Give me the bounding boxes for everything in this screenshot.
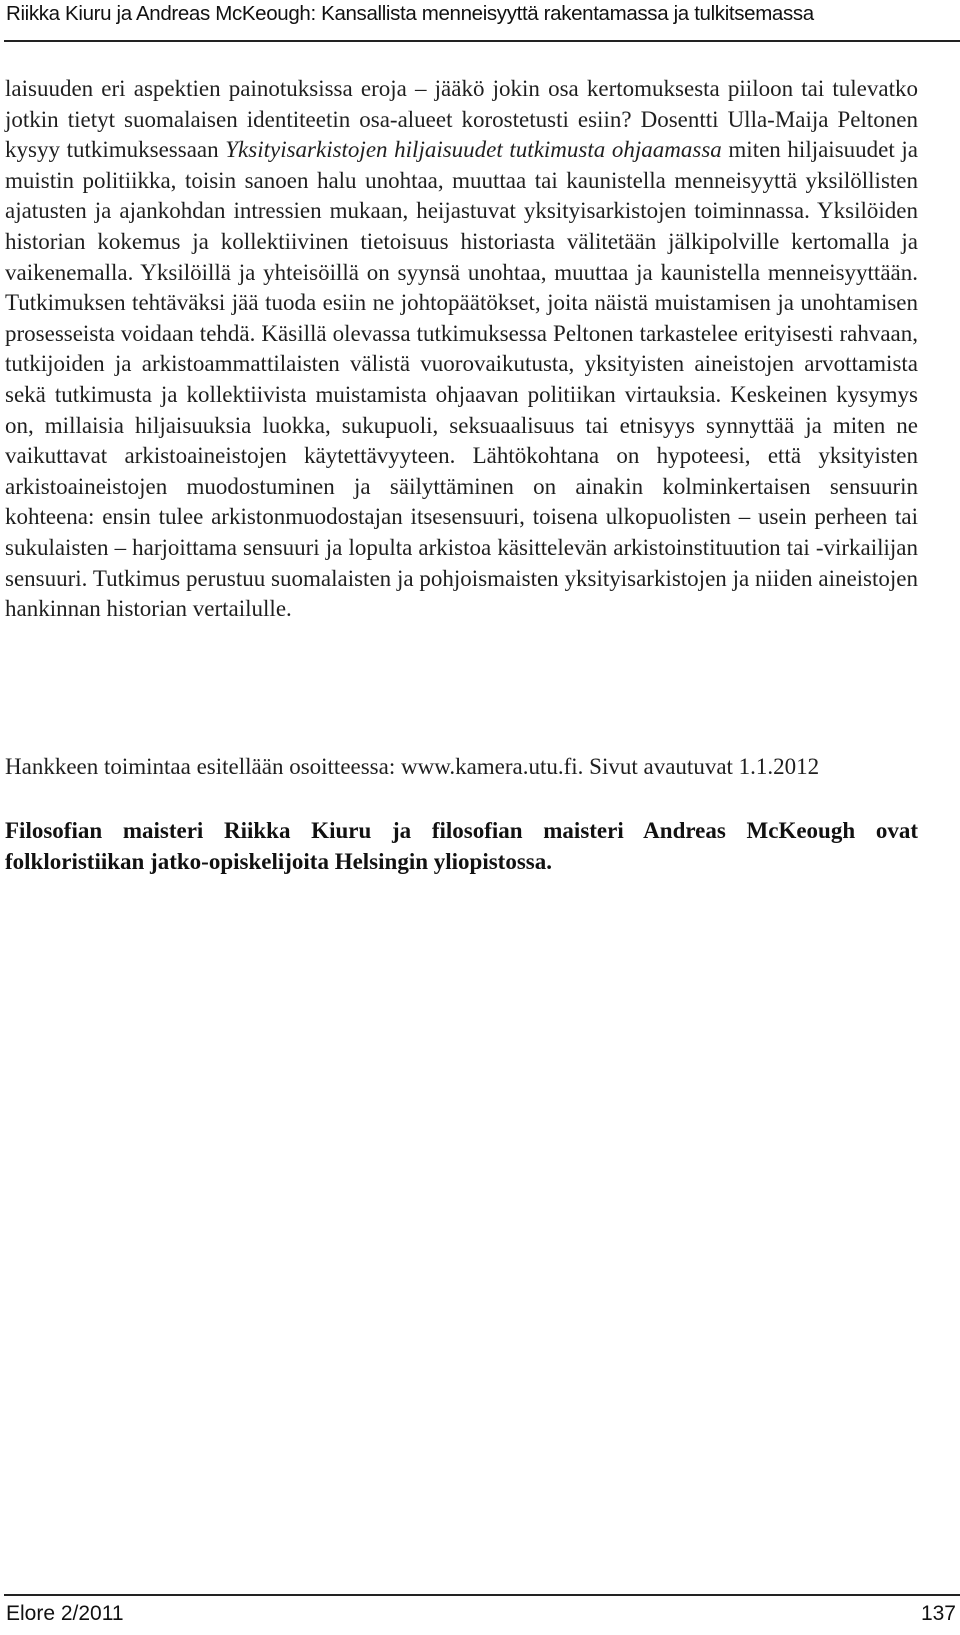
body-continuation: miten hiljaisuudet ja muistin politiikka, toisin sanoen halu unohtaa, muuttaa tai kaunistella menneisyyttä yksilöllisten ajatusten ja ajankohdan intressien mukaan, heijastuvat yksityisarkistojen toiminnassa. Yksilöiden historian kokemus ja kollektiivinen tietoisuus historiasta välitetään jälkipolville kertomalla ja vaikenemalla. Yksilöillä ja yhteisöillä on syynsä unohtaa, muuttaa ja kaunistella menneisyyttään. Tutkimuksen tehtäväksi jää tuoda esiin ne johtopäätökset, joita näistä muistamisen ja unohtamisen prosesseista voidaan tehdä. Käsillä olevassa tutkimuksessa Peltonen tarkastelee erityisesti rahvaan, tutkijoiden ja arkistoammattilaisten välistä vuorovaikutusta, yksityisten aineistojen arvottamista sekä tutkimusta ja kollektiivista muistamista ohjaavan politiikan virtauksia. Keskeinen kysymys on, millaisia hiljaisuuksia luokka, sukupuoli, seksuaalisuus tai etnisyys synnyttää ja miten ne vaikuttavat arkistoaineistojen käytettävyyteen. Lähtökohtana on hypoteesi, että yksityisten arkistoaineistojen muodostuminen ja säilyttäminen on ainakin kolminkertaisen sensuurin kohteena: ensin tulee arkistonmuodostajan itsesensuuri, toisena ulkopuolisten – usein perheen tai sukulaisten – harjoittama sensuuri ja lopulta arkistoa käsittelevän arkistoinstituution tai -virkailijan sensuuri. Tutkimus perustuu suomalaisten ja pohjoismaisten yksityisarkistojen ja niiden aineistojen hankinnan historian vertailulle. [5,137,918,622]
body-paragraph [5,74,918,625]
study-title: Yksityisarkistojen hiljaisuudet tutkimusta ohjaamassa [225,137,722,163]
header-rule [4,40,960,42]
project-note: Hankkeen toimintaa esitellään osoitteessa: www.kamera.utu.fi. Sivut avautuvat 1.1.2012 [5,754,820,779]
body-opening: laisuuden eri aspektien painotuksissa eroja – jääkö jokin osa kertomuksesta piiloon tai tulevatko jotkin tietyt suomalaisen identiteetin osa-alueet korostetusti esiin? Dosentti Ulla-Maija Peltonen kysyy tutkimuksessaan [5,76,918,163]
footer-journal: Elore 2/2011 [6,1602,124,1625]
running-header: Riikka Kiuru ja Andreas McKeough: Kansallista menneisyyttä rakentamassa ja tulkitsemassa [6,2,814,25]
author-note: Filosofian maisteri Riikka Kiuru ja filosofian maisteri Andreas McKeough ovat folkloristiikan jatko-opiskelijoita Helsingin yliopistossa. [5,818,918,874]
footer-rule [4,1594,960,1596]
page-number: 137 [920,1602,956,1625]
